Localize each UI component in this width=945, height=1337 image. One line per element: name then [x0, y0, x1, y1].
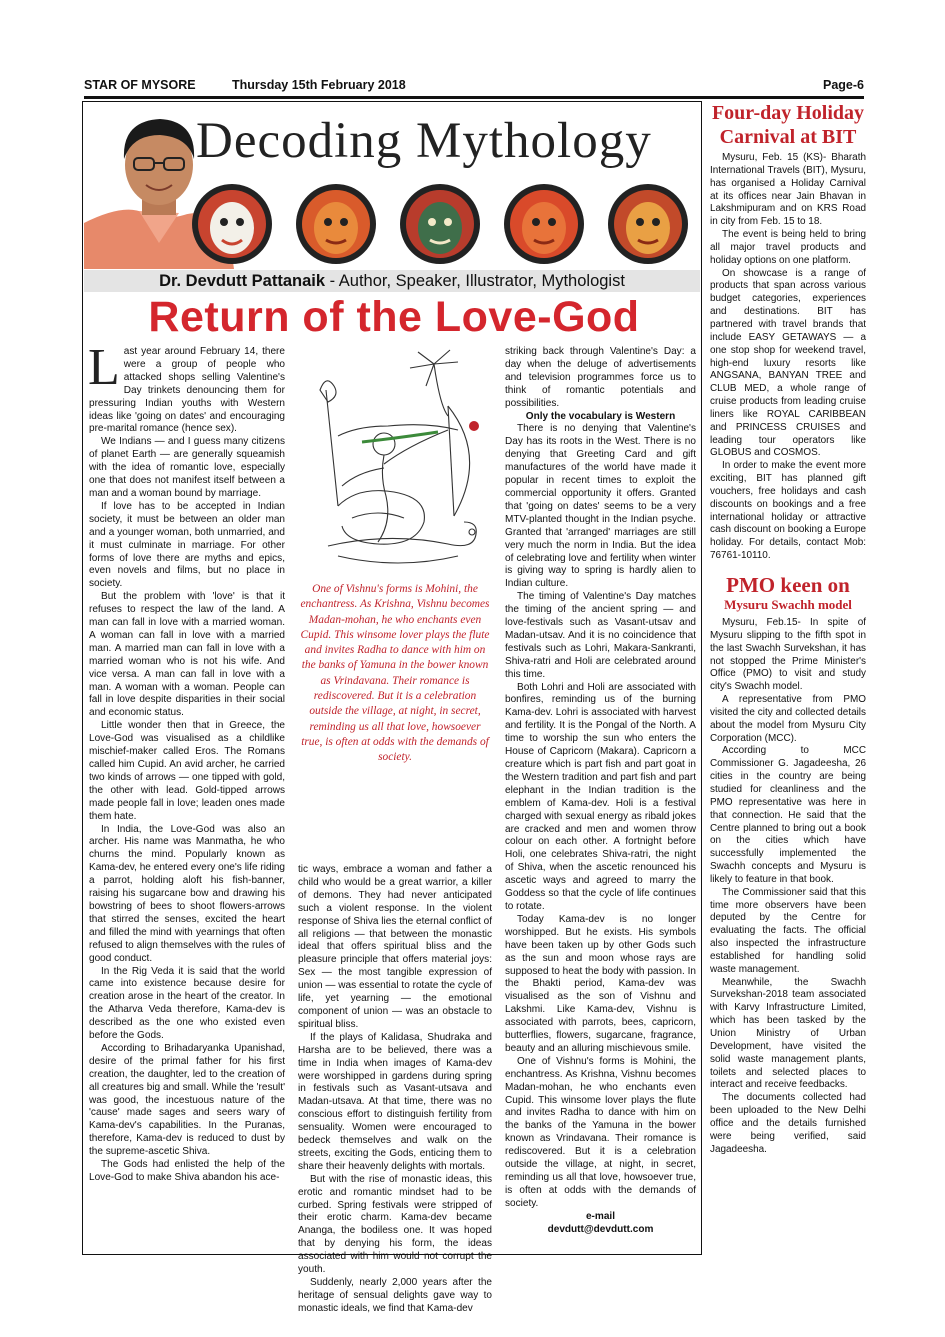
sidebar-story-1-body — [710, 152, 866, 563]
author-byline — [84, 270, 700, 292]
paragraph: Mysuru, Feb.15- In spite of Mysuru slipping to the fifth spot in the last Swachh Survekshan, it has not stopped the Prime Minister's Office (PMO) to visit and study city's Swachh model. — [710, 617, 866, 693]
paragraph: But the problem with 'love' is that it refuses to respect the law of the land. A man can fall in love with a married woman. A woman can fall in love with a married man. A married man can fall in love with a married woman who is not his wife. And vice versa. A man can fall in love with a man. A woman with a woman. People can fall in love despite disparities in their social and economic status. — [89, 591, 285, 719]
paragraph: tic ways, embrace a woman and father a child who would be a great warrior, a killer of demons. They had never anticipated such a violent response. In the violent response of Shiva lies the eternal conflict of all religions — that between the monastic ideal that offers spiritual bliss and the pleasure principle that offers material joys: Sex — the most tangible expression of union — was essential to rotate the cycle of life, yet yearning — the emotional component of union — was an obstacle to spiritual bliss. — [298, 864, 492, 1030]
drop-cap: L — [88, 339, 120, 396]
author-roles: - Author, Speaker, Illustrator, Mythologist — [325, 272, 625, 290]
paragraph: A representative from PMO visited the city and collected details about the model from Mysuru City Corporation (MCC). — [710, 694, 866, 744]
paragraph: But with the rise of monastic ideas, this erotic and romantic mindset had to be curbed. Spring festivals were stripped of their erotic charm. Kama-dev became Ananga, the bodiless one. It was hoped that by denying his form, the ideas associated with him would not corrupt the youth. — [298, 1173, 492, 1276]
issue-date: Thursday 15th February 2018 — [232, 78, 406, 92]
paragraph: Little wonder then that in Greece, the Love-God was visualised as a childlike mischief-maker called Eros. The Romans called him Cupid. An avid archer, he carried two kinds of arrows — one tipped with gold, the other with lead. Gold-tipped arrows made people fall in love; leaden ones made them hate. — [89, 720, 285, 822]
paragraph: Meanwhile, the Swachh Survekshan-2018 team associated with Karvy Infrastructure Limited, which has been tasked by the Union Ministry of Urban Development, have visited the solid waste management plants, toilets and selected places to interact and receive feedbacks. — [710, 976, 866, 1091]
section-subhead: Only the vocabulary is Western — [525, 410, 676, 422]
article-column-1 — [88, 339, 285, 1185]
paragraph: Both Lohri and Holi are associated with bonfires, reminding us of the burning Kama-dev. Lohri is associated with harvest and fertility. It is the Pongal of the North. A time to worship the sun who enters the House of Capricorn (Makara). Capricorn a creature which is part fish and part goat in the Western tradition and part fish and part elephant in the Indian tradition is the emblem of Kama-dev. Holi is a festival charged with sexual energy as ribald jokes are cracked and men and women throw colour on each other. A fortnight before Holi, one celebrates Shiva-ratri, the night of Shiva, when the ascetic renounced his ascetic ways and agreed to marry the Goddess so that the cycle of life continues to rotate. — [505, 681, 696, 912]
paragraph: The Gods had enlisted the help of the Love-God to make Shiva abandon his ace- — [89, 1159, 285, 1183]
sidebar-story-2-subtitle: Mysuru Swachh model — [724, 597, 852, 612]
kama-dev-illustration — [298, 346, 492, 578]
paragraph: According to MCC Commissioner G. Jagadeesha, 26 cities in the country are being studied for cleanliness and the PMO representative was here in that connection. He said that the Centre planned to bring out a book on the cities which have successfully implemented the Swachh concepts and Mysuru is likely to feature in that book. — [710, 745, 866, 885]
series-title: Decoding Mythology — [196, 113, 652, 169]
paragraph: striking back through Valentine's Day: a day when the deluge of advertisements and television programmes force us to think of romantic potentials and possibilities. — [505, 346, 696, 409]
page-number: Page-6 — [823, 78, 864, 92]
paragraph: One of Vishnu's forms is Mohini, the enchantress. As Krishna, Vishnu becomes Madan-mohan, he who enchants even Cupid. This winsome lover plays the flute and invites Radha to dance with him on the banks of the Yamuna in the bower known as Vrindavana. Their romance is rediscovered. But it is a celebration outside the village, at night, in secret, reminding us all that love, howsoever true, is often at odds with the demands of society. — [505, 1055, 696, 1209]
author-email: devdutt@devdutt.com — [547, 1223, 654, 1235]
article-column-3 — [505, 346, 696, 1237]
sidebar-story-1-title: Four-day Holiday Carnival at BIT — [711, 102, 865, 148]
theyyam-masks-row — [188, 182, 694, 266]
email-label: e-mail — [585, 1210, 616, 1222]
paragraph: The event is being held to bring all major travel products and holiday options on one platform. — [710, 229, 866, 266]
mask-white-icon — [192, 184, 272, 264]
author-name: Dr. Devdutt Pattanaik — [159, 272, 326, 290]
mask-red-icon — [504, 184, 584, 264]
paragraph: In the Rig Veda it is said that the world came into existence because desire for creation arose in the heart of the creator. In the Atharva Veda therefore, Kama-dev is described as the one who existed even before the Gods. — [89, 965, 285, 1042]
sidebar — [710, 101, 866, 1156]
paragraph: If love has to be accepted in Indian society, it must be between an older man and a younger woman, both unmarried, and it must culminate in marriage. For other forms of love there are myths and epics, even novels and films, but no place in society. — [89, 500, 285, 590]
illustration-caption: One of Vishnu's forms is Mohini, the enchantress. As Krishna, Vishnu becomes Madan-mohan, he who enchants even Cupid. This winsome lover plays the flute and invites Radha to dance with him on the banks of Yamuna in the bower known as Vrindavana. Their romance is rediscovered. But it is a celebration outside the village, at night, in secret, reminding us all that love, howsoever true, is often at odds with the demands of society. — [300, 583, 490, 764]
paragraph: The timing of Valentine's Day matches the timing of the ancient spring — and love-festivals such as Vasant-utsav and Madan-utsav. And it is no coincidence that festivals such as Lohri, Makara-Sankranti, Shiva-ratri and Holi are celebrated around this time. — [505, 591, 696, 680]
article-headline: Return of the Love-God — [148, 293, 640, 341]
paper-name: STAR OF MYSORE — [84, 78, 196, 92]
paragraph: The documents collected had been uploaded to the New Delhi office and the details furnished were being verified, said Jagadeesha. — [710, 1092, 866, 1155]
masthead — [84, 76, 864, 96]
article-column-2 — [298, 864, 492, 1316]
masthead-rule — [84, 96, 864, 99]
paragraph: Today Kama-dev is no longer worshipped. But he exists. His symbols have been taken up by other Gods such as the sun and moon whose rays are supposed to heat the body with passion. In the Bhakti period, Kama-dev was visualised as the son of Vishnu and Lakshmi. Like Kama-dev, Vishnu is associated with parrots, bees, capricorn, butterflies, flowers, sugarcane, fragrance, beauty and an alluring mischievous smile. — [505, 913, 696, 1054]
paragraph: The Commissioner said that this time more observers have been deputed by the Centre for evaluating the facts. The official also inspected the infrastructure established for handling solid waste management. — [710, 886, 866, 975]
mask-golden-icon — [608, 184, 688, 264]
sidebar-story-2-body — [710, 617, 866, 1156]
paragraph: There is no denying that Valentine's Day has its roots in the West. There is no denying that Greeting Card and gift manufactures of the world have made it popular in recent times to exploit the commercial opportunity it offers. Granted that 'going on dates' seems to be a very MTV-planted thought in the Indian psyche. Granted that 'arranged' marriages are still very much the norm in India. But the idea of celebrating love and fertility when winter is giving way to spring is hardly alien to Indian culture. — [505, 423, 696, 590]
paragraph: If the plays of Kalidasa, Shudraka and Harsha are to be believed, there was a time in India when images of Kama-dev were worshipped in gardens during spring in festivals such as Vasant-utsava and Madan-utsava. At that time, there was no conscious effort to distinguish fertility from sensuality. Women were encouraged to bedeck themselves and walk on the streets, exciting the Gods, enticing them to share their heavenly delights with mortals. — [298, 1031, 492, 1172]
paragraph: According to Brihadaryanka Upanishad, desire of the primal father for his first creation, the daughter, led to the creation of all creatures big and small. While the 'result' was good, the incestuous nature of the 'cause' made sages and seers wary of Kama-dev's capabilities. In the Puranas, therefore, Kama-dev is reduced to dust by the supreme-ascetic Shiva. — [89, 1042, 285, 1158]
mask-orange-icon — [296, 184, 376, 264]
paragraph: In order to make the event more exciting, BIT has planned gift vouchers, free holidays and cash discounts on bookings and a free international holiday or attractive cash discount on booking a Europe holiday. For details, contact Mob: 76761-10110. — [710, 460, 866, 562]
mask-green-icon — [400, 184, 480, 264]
paragraph: On showcase is a range of products that span across various budget categories, experiences and destinations. BIT has partnered with travel brands that include EASY GETAWAYS — a one stop shop for weekend travel, high-end luxury resorts like ANGSANA, BANYAN TREE and CLUB MED, a whole range of cruise products from leading cruise liners like ROYAL CARIBBEAN and PRINCESS CRUISES and leading tour operators like GLOBUS and COSMOS. — [710, 267, 866, 459]
paragraph: In India, the Love-God was also an archer. His name was Manmatha, he who churns the mind. Popularly known as Kama-dev, he entered every one's life riding a parrot, holding aloft his fish-banner, raising his sugarcane bow and drawing his bowstring of bees to shoot flowers-arrows that stirred the senses, excited the heart and filled the mind with yearnings that often refused to align themselves with the rules of good conduct. — [89, 823, 285, 964]
paragraph: ast year around February 14, there were a group of people who attacked shops selling Valentine's Day trinkets denouncing them for pressuring Indian youths with Western ideas like 'going on dates' and encouraging pre-marital romance (hence sex). — [89, 346, 285, 435]
sidebar-story-2-title: PMO keen on — [726, 573, 850, 597]
paragraph: Mysuru, Feb. 15 (KS)- Bharath International Travels (BIT), Mysuru, has organised a Holiday Carnival at its offices near Jain Bhavan in Lakshmipuram and on KRS Road in city from Feb. 15 to 18. — [710, 152, 866, 228]
paragraph: We Indians — and I guess many citizens of planet Earth — are generally squeamish with the idea of romantic love, especially one that does not manifest itself between a man and a woman bound by marriage. — [89, 436, 285, 499]
paragraph: Suddenly, nearly 2,000 years after the heritage of sensual delights gave way to monastic ideals, we find that Kama-dev — [298, 1277, 492, 1314]
